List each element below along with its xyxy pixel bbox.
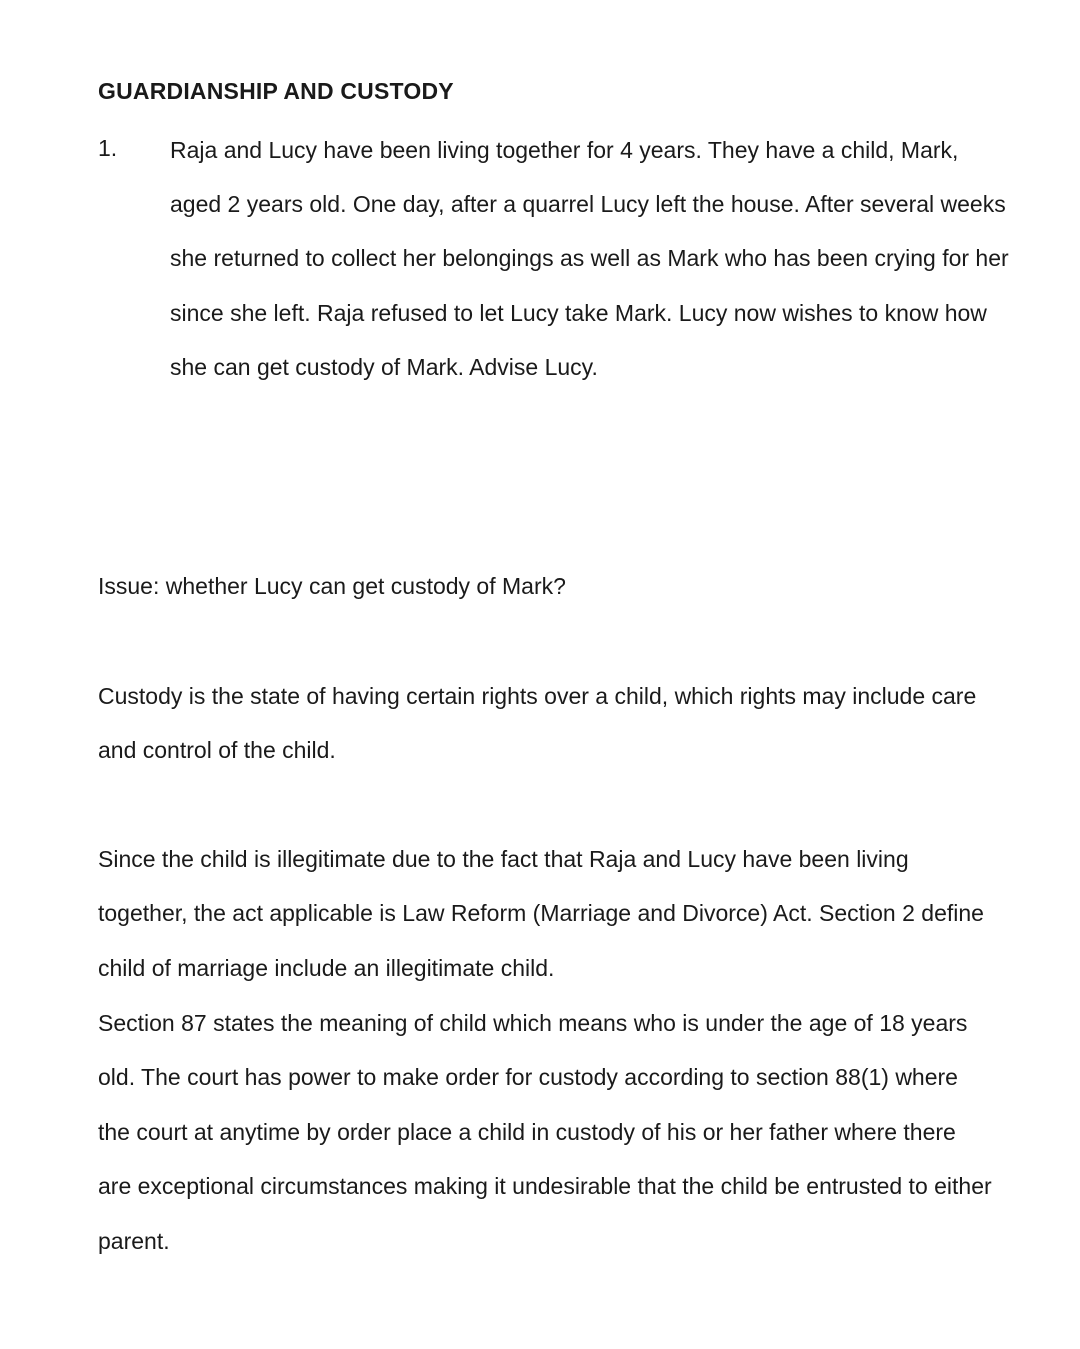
question-number: 1. (98, 135, 118, 161)
question-line: she returned to collect her belongings as well as Mark who has been crying for her (170, 245, 1009, 271)
analysis-line: Section 87 states the meaning of child which means who is under the age of 18 years (98, 1010, 968, 1036)
question-line: since she left. Raja refused to let Lucy take Mark. Lucy now wishes to know how (170, 300, 987, 326)
question-line: Raja and Lucy have been living together for 4 years. They have a child, Mark, (170, 137, 959, 163)
document-heading: GUARDIANSHIP AND CUSTODY (98, 78, 454, 104)
analysis-line: together, the act applicable is Law Reform (Marriage and Divorce) Act. Section 2 define (98, 900, 984, 926)
analysis-line: child of marriage include an illegitimate child. (98, 955, 555, 981)
analysis-line: are exceptional circumstances making it undesirable that the child be entrusted to either (98, 1173, 992, 1199)
definition-line: Custody is the state of having certain rights over a child, which rights may include care (98, 683, 977, 709)
analysis-line: old. The court has power to make order for custody according to section 88(1) where (98, 1064, 958, 1090)
definition-line: and control of the child. (98, 737, 336, 763)
question-line: aged 2 years old. One day, after a quarrel Lucy left the house. After several weeks (170, 191, 1006, 217)
question-line: she can get custody of Mark. Advise Lucy. (170, 354, 598, 380)
analysis-line: the court at anytime by order place a child in custody of his or her father where there (98, 1119, 956, 1145)
analysis-line: Since the child is illegitimate due to the fact that Raja and Lucy have been living (98, 846, 909, 872)
issue-statement: Issue: whether Lucy can get custody of Mark? (98, 573, 566, 599)
analysis-line: parent. (98, 1228, 170, 1254)
